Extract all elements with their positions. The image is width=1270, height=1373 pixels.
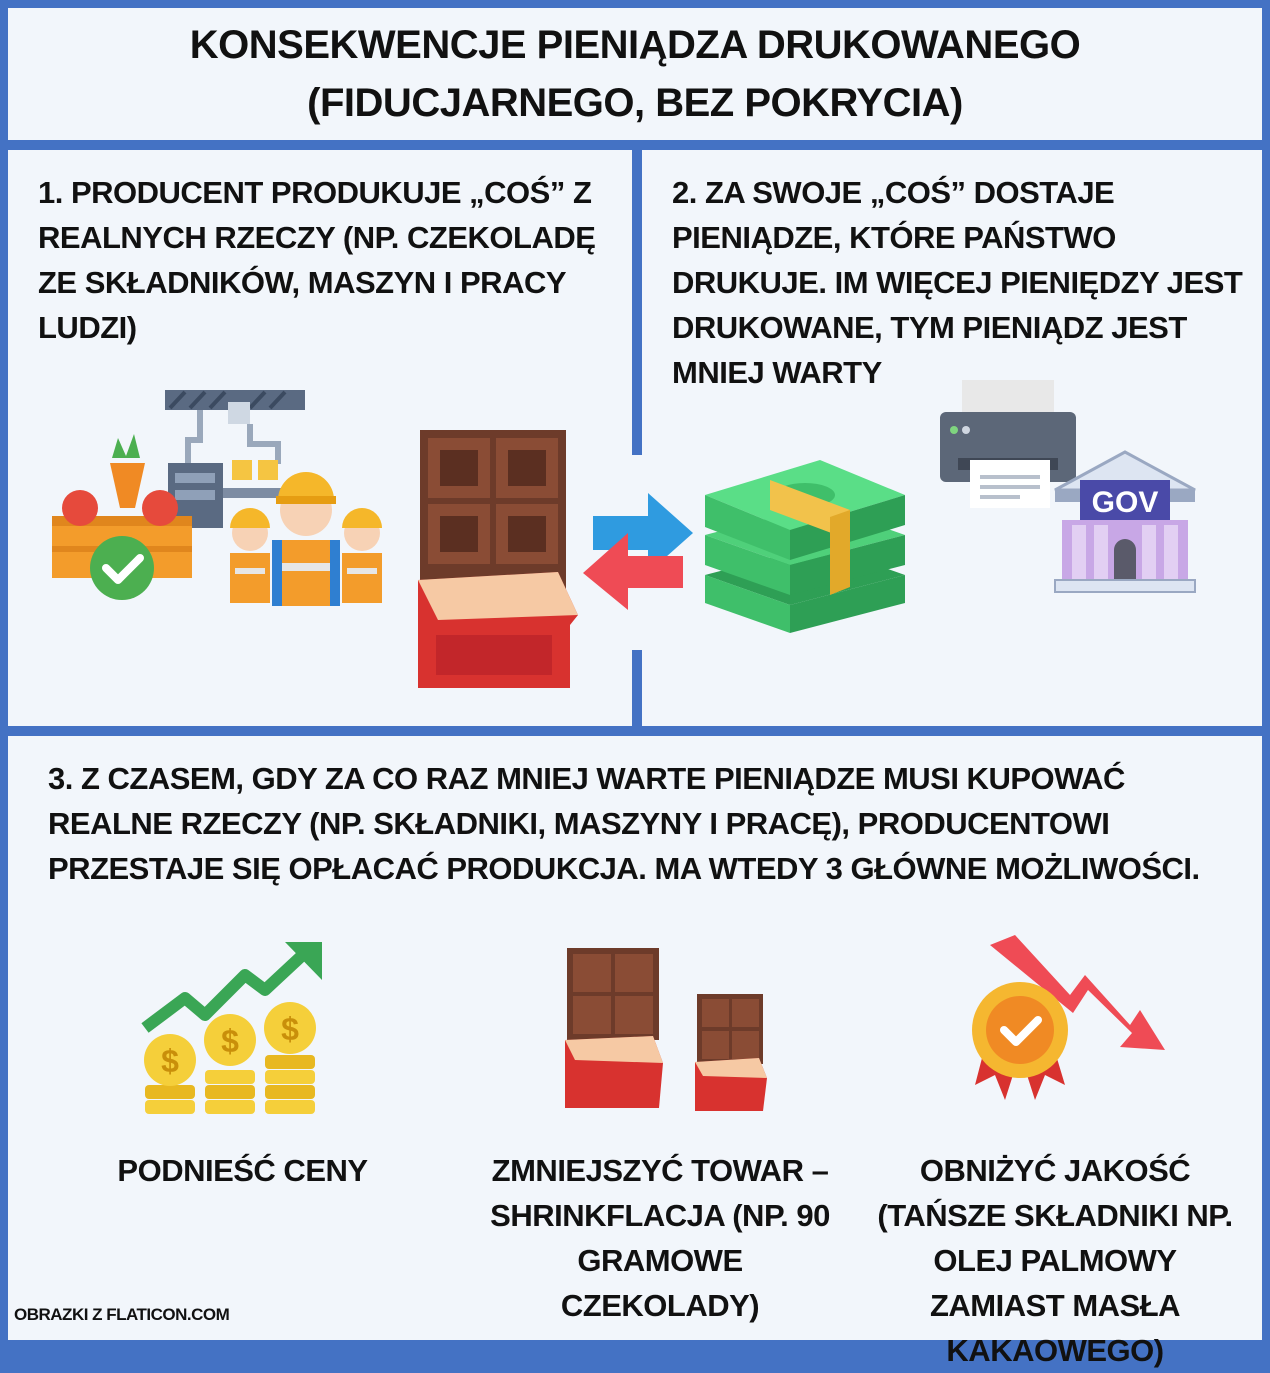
step3-text: 3. Z CZASEM, GDY ZA CO RAZ MNIEJ WARTE PIENIĄDZE MUSI KUPOWAĆ REALNE RZECZY (NP. SKŁADNIKI, MASZYNY I PRACĘ), PRODUCENTOWI PRZESTAJE SIĘ OPŁACAĆ PRODUKCJA. MA WTEDY 3 GŁÓWNE MOŻLIWOŚCI. [48, 761, 1200, 886]
page-title-line2: (FIDUCJARNEGO, BEZ POKRYCIA) [307, 81, 963, 125]
title-panel [8, 8, 1262, 140]
factory-workers-icon [50, 388, 390, 618]
attribution-footer: OBRAZKI Z FLATICON.COM [14, 1305, 230, 1324]
page-title-line1: KONSEKWENCJE PIENIĄDZA DRUKOWANEGO [189, 23, 1081, 67]
option-lower-quality: OBNIŻYĆ JAKOŚĆ (TAŃSZE SKŁADNIKI NP. OLEJ PALMOWY ZAMIAST MASŁA KAKAOWEGO) [877, 1153, 1233, 1368]
gov-label: GOV [1091, 486, 1159, 519]
dollar-sign-2: $ [221, 1023, 239, 1059]
dollar-sign-1: $ [161, 1043, 179, 1079]
money-stack-icon [700, 455, 910, 635]
rising-prices-icon [140, 940, 325, 1125]
step1-text: 1. PRODUCENT PRODUKUJE „COŚ” Z REALNYCH RZECZY (NP. CZEKOLADĘ ZE SKŁADNIKÓW, MASZYN I PRACY LUDZI) [38, 175, 596, 345]
chocolate-bar-icon [418, 430, 580, 690]
shrinking-chocolate-icon [565, 948, 770, 1113]
dollar-sign-3: $ [281, 1011, 299, 1047]
exchange-arrows-icon [578, 488, 698, 613]
option-shrinkflation: ZMNIEJSZYĆ TOWAR – SHRINKFLACJA (NP. 90 GRAMOWE CZEKOLADY) [490, 1153, 830, 1323]
option-raise-prices: PODNIEŚĆ CENY [117, 1153, 368, 1188]
government-building-icon [1050, 450, 1200, 595]
quality-down-icon [970, 935, 1170, 1125]
step2-text: 2. ZA SWOJE „COŚ” DOSTAJE PIENIĄDZE, KTÓRE PAŃSTWO DRUKUJE. IM WIĘCEJ PIENIĘDZY JEST DRUKOWANE, TYM PIENIĄDZ JEST MNIEJ WARTY [672, 175, 1243, 390]
